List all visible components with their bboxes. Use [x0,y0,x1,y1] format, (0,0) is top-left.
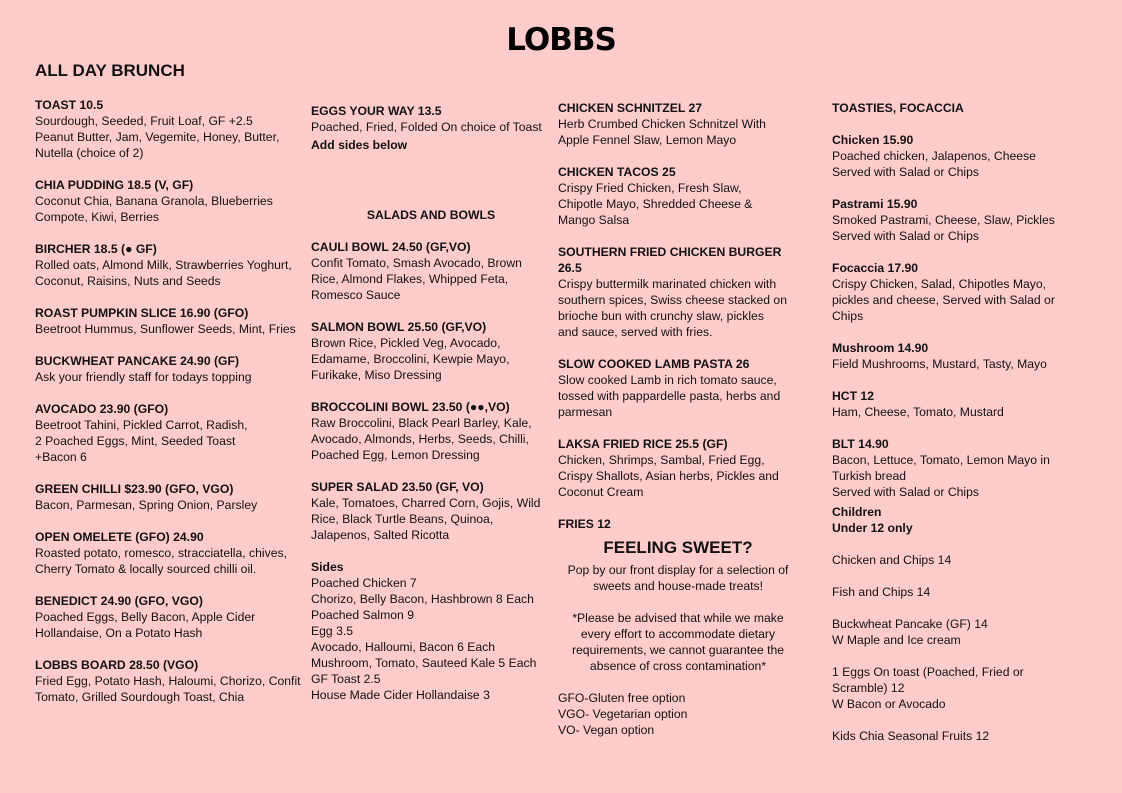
item-description: Rolled oats, Almond Milk, Strawberries Yoghurt, Coconut, Raisins, Nuts and Seeds [35,258,292,288]
children-heading: Children Under 12 only [832,505,913,535]
item-name: AVOCADO 23.90 (GFO) [35,402,169,416]
item-description: Ask your friendly staff for todays topping [35,370,252,384]
item-description: Kale, Tomatoes, Charred Corn, Gojis, Wild Rice, Black Turtle Beans, Quinoa, Jalapenos, Salted Ricotta [311,496,541,542]
item-description: Sourdough, Seeded, Fruit Loaf, GF +2.5 Peanut Butter, Jam, Vegemite, Honey, Butter, Nutella (choice of 2) [35,114,280,160]
item-name: FRIES 12 [558,517,611,531]
item-name: SLOW COOKED LAMB PASTA 26 [558,357,750,371]
item-name: SALMON BOWL 25.50 (GF,VO) [311,320,487,334]
menu-item [311,479,551,543]
item-name: Chicken 15.90 [832,133,914,147]
item-name: TOAST 10.5 [35,98,104,112]
menu-item [832,132,1092,180]
sides-heading: Sides [311,560,344,574]
item-name: BLT 14.90 [832,437,889,451]
item-name: LAKSA FRIED RICE 25.5 (GF) [558,437,728,451]
menu-item [35,593,303,641]
menu-item [35,657,303,705]
menu-item [35,241,303,289]
menu-item [832,436,1092,500]
menu-item [311,239,551,303]
menu-item [832,340,1092,372]
kids-item: Buckwheat Pancake (GF) 14 W Maple and Ice cream [832,617,988,647]
item-description: Fried Egg, Potato Hash, Haloumi, Chorizo, Confit Tomato, Grilled Sourdough Toast, Chia [35,674,301,704]
menu-item [311,319,551,383]
sides-list: Poached Chicken 7 Chorizo, Belly Bacon, Hashbrown 8 Each Poached Salmon 9 Egg 3.5 Avocado, Halloumi, Bacon 6 Each Mushroom, Tomato, Sauteed Kale 5 Each GF Toast 2.5 House Made Cider Hollandaise 3 [311,576,537,702]
item-description: Crispy buttermilk marinated chicken with southern spices, Swiss cheese stacked on brioche bun with crunchy slaw, pickles and sauce, served with fries. [558,277,787,339]
item-description: Confit Tomato, Smash Avocado, Brown Rice, Almond Flakes, Whipped Feta, Romesco Sauce [311,256,522,302]
item-description: Smoked Pastrami, Cheese, Slaw, Pickles Served with Salad or Chips [832,213,1055,243]
menu-item [35,97,303,161]
menu-item [35,353,303,385]
menu-item [35,529,303,577]
dietary-legend: GFO-Gluten free option VGO- Vegetarian option VO- Vegan option [558,691,688,737]
menu-item [311,399,551,463]
menu-item [558,516,798,532]
menu-item [558,436,798,500]
item-name: BIRCHER 18.5 (● GF) [35,242,157,256]
kids-item: 1 Eggs On toast (Poached, Fried or Scramble) 12 W Bacon or Avocado [832,665,1024,711]
item-description: Raw Broccolini, Black Pearl Barley, Kale, Avocado, Almonds, Herbs, Seeds, Chilli, Poached Egg, Lemon Dressing [311,416,532,462]
brunch-column [35,97,303,721]
item-name: CHICKEN TACOS 25 [558,165,676,179]
menu-item [35,305,303,337]
item-description: Crispy Chicken, Salad, Chipotles Mayo, pickles and cheese, Served with Salad or Chips [832,277,1055,323]
item-description: Bacon, Lettuce, Tomato, Lemon Mayo in Turkish bread Served with Salad or Chips [832,453,1050,499]
item-name: Mushroom 14.90 [832,341,929,355]
salads-heading: SALADS AND BOWLS [366,208,496,222]
item-description: Roasted potato, romesco, stracciatella, chives, Cherry Tomato & locally sourced chilli oil. [35,546,287,576]
item-description: Field Mushrooms, Mustard, Tasty, Mayo [832,357,1047,371]
feeling-sweet-title: FEELING SWEET? [603,538,753,557]
dietary-advisory: *Please be advised that while we make every effort to accommodate dietary requirements, we cannot guarantee the absence of cross contamination* [571,611,785,673]
item-name: SOUTHERN FRIED CHICKEN BURGER 26.5 [558,245,782,275]
toasties-heading: TOASTIES, FOCACCIA [832,101,964,115]
menu-item [35,401,303,465]
item-description: Poached chicken, Jalapenos, Cheese Served with Salad or Chips [832,149,1036,179]
item-name: CHIA PUDDING 18.5 (V, GF) [35,178,194,192]
item-name: BUCKWHEAT PANCAKE 24.90 (GF) [35,354,240,368]
item-description: Herb Crumbed Chicken Schnitzel With Apple Fennel Slaw, Lemon Mayo [558,117,766,147]
restaurant-logo: LOBBS [506,22,616,58]
item-description: Beetroot Tahini, Pickled Carrot, Radish, 2 Poached Eggs, Mint, Seeded Toast +Bacon 6 [35,418,248,464]
kids-item: Kids Chia Seasonal Fruits 12 [832,729,990,743]
item-description: Slow cooked Lamb in rich tomato sauce, tossed with pappardelle pasta, herbs and parmesan [558,373,781,419]
menu-item [832,388,1092,420]
item-name: OPEN OMELETE (GFO) 24.90 [35,530,204,544]
kids-item: Fish and Chips 14 [832,585,931,599]
item-description: Chicken, Shrimps, Sambal, Fried Egg, Crispy Shallots, Asian herbs, Pickles and Coconut Cream [558,453,779,499]
eggs-salads-column [311,103,551,703]
item-description: Poached, Fried, Folded On choice of Toast [311,120,542,134]
item-description: Ham, Cheese, Tomato, Mustard [832,405,1004,419]
item-name: GREEN CHILLI $23.90 (GFO, VGO) [35,482,234,496]
item-description: Bacon, Parmesan, Spring Onion, Parsley [35,498,258,512]
item-name: BROCCOLINI BOWL 23.50 (●●,VO) [311,400,510,414]
menu-item [558,100,798,148]
menu-item [558,356,798,420]
item-description: Crispy Fried Chicken, Fresh Slaw, Chipotle Mayo, Shredded Cheese & Mango Salsa [558,181,753,227]
item-description: Coconut Chia, Banana Granola, Blueberries Compote, Kiwi, Berries [35,194,273,224]
item-description: Brown Rice, Pickled Veg, Avocado, Edamame, Broccolini, Kewpie Mayo, Furikake, Miso Dressing [311,336,510,382]
item-description: Poached Eggs, Belly Bacon, Apple Cider Hollandaise, On a Potato Hash [35,610,256,640]
section-title: ALL DAY BRUNCH [35,61,185,80]
item-name: CAULI BOWL 24.50 (GF,VO) [311,240,471,254]
item-name: EGGS YOUR WAY 13.5 [311,104,442,118]
item-name: Focaccia 17.90 [832,261,919,275]
toasties-column [832,100,1092,760]
item-name: HCT 12 [832,389,874,403]
menu-item [558,244,798,340]
item-name: SUPER SALAD 23.50 (GF, VO) [311,480,484,494]
mains-column [558,100,798,738]
item-name: BENEDICT 24.90 (GFO, VGO) [35,594,203,608]
item-name: ROAST PUMPKIN SLICE 16.90 (GFO) [35,306,249,320]
add-sides-note: Add sides below [311,138,408,152]
menu-item [832,196,1092,244]
sweet-text: Pop by our front display for a selection of sweets and house-made treats! [567,563,789,593]
menu-item [832,260,1092,324]
kids-item: Chicken and Chips 14 [832,553,952,567]
menu-item [311,103,551,153]
item-name: CHICKEN SCHNITZEL 27 [558,101,703,115]
item-name: LOBBS BOARD 28.50 (VGO) [35,658,199,672]
menu-item [35,481,303,513]
menu-item [35,177,303,225]
menu-item [558,164,798,228]
item-description: Beetroot Hummus, Sunflower Seeds, Mint, Fries [35,322,296,336]
item-name: Pastrami 15.90 [832,197,918,211]
